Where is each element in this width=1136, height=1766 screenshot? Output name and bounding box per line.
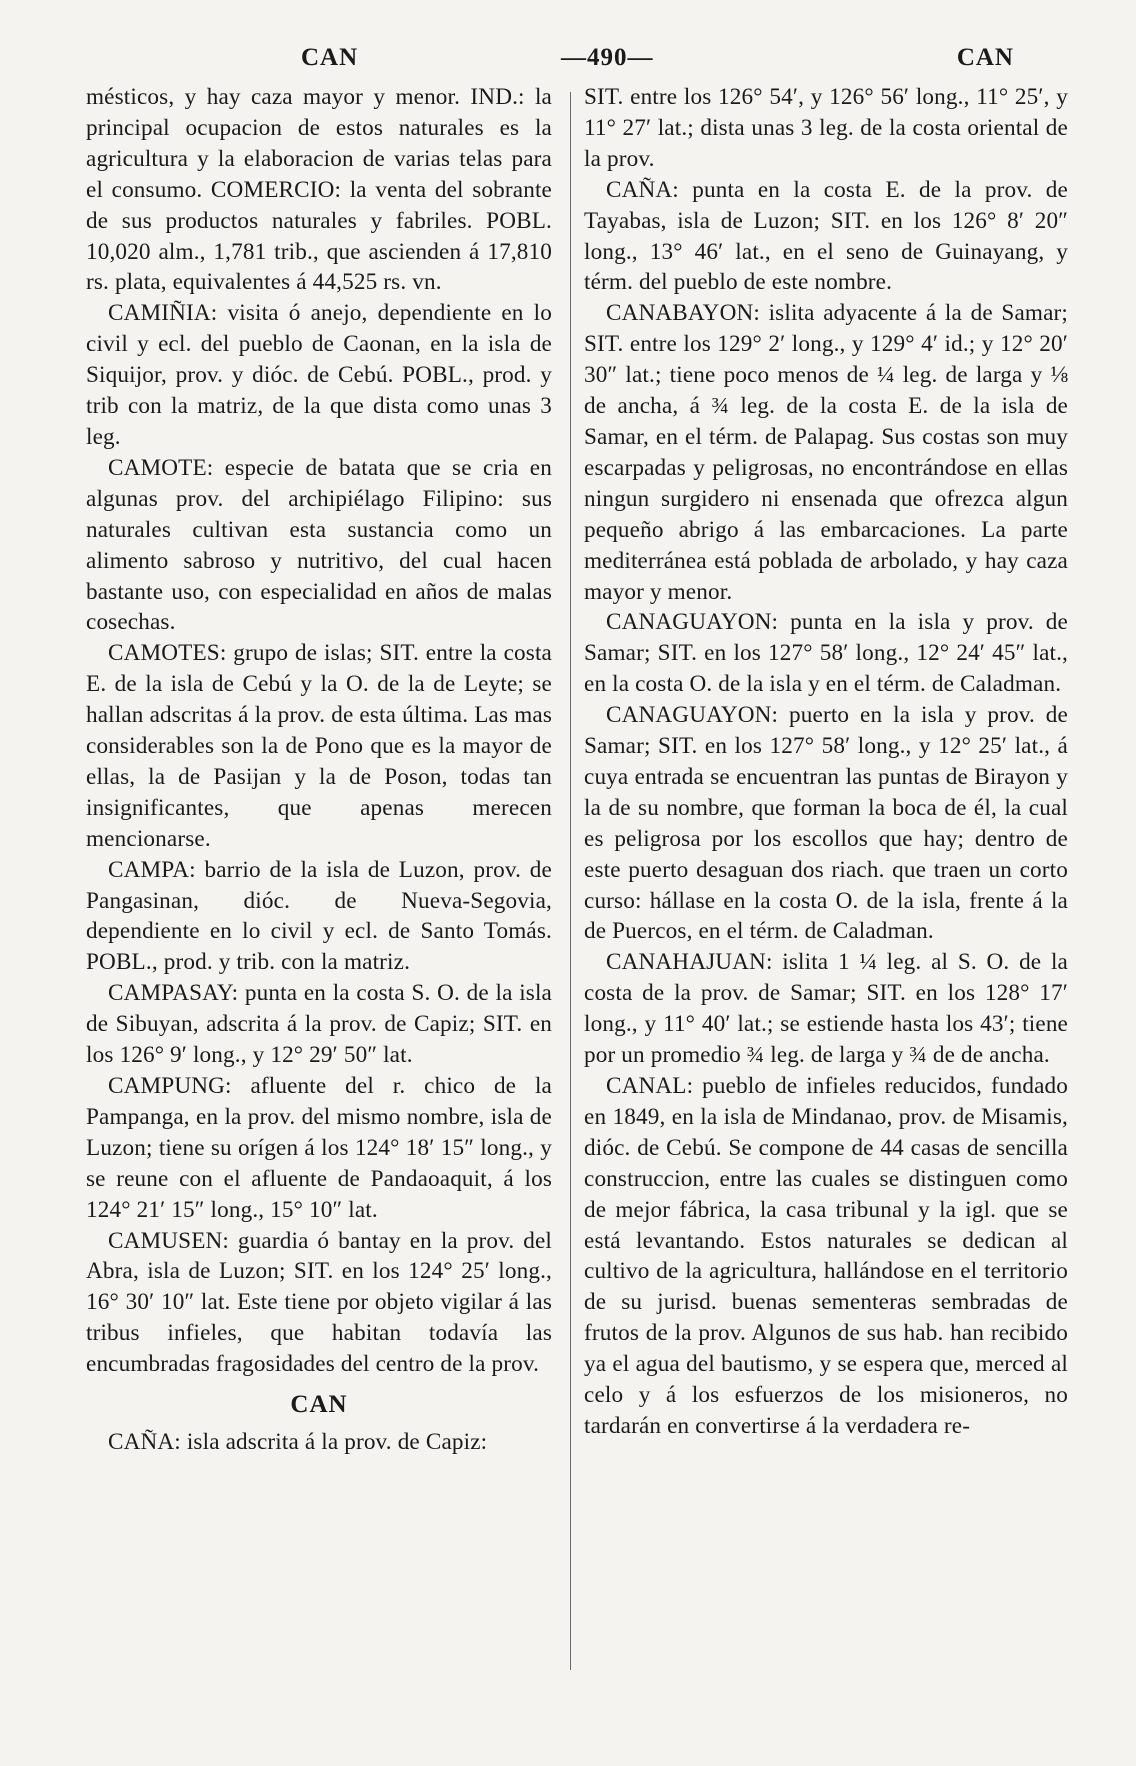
entry-campung: CAMPUNG: afluente del r. chico de la Pampanga, en la prov. del mismo nombre, isla de Luzon; tiene su orígen á los 124° 18′ 15″ long., y se reune con el afluente de Pandaoaquit, á los 124° 21′ 15″ long., 15° 10″ lat. (86, 1073, 552, 1223)
header-left-guide-word: CAN (301, 44, 359, 71)
entry-canahajuan: CANAHAJUAN: islita 1 ¼ leg. al S. O. de la costa de la prov. de Samar; SIT. en los 128° 17′ long., y 11° 40′ lat.; se estiende hasta los 43′; tiene por un promedio ¾ leg. de larga y ¾ de de ancha. (584, 949, 1068, 1069)
entry-continuation: mésticos, y hay caza mayor y menor. IND.: la principal ocupacion de estos naturales es la agricultura y la elaboracion de varias telas para el consumo. COMERCIO: la venta del sobrante de sus productos naturales y fabriles. POBL. 10,020 alm., 1,781 trib., que ascienden á 17,810 rs. plata, equivalentes á 44,525 rs. vn. (86, 84, 552, 296)
section-heading: CAN (290, 1391, 348, 1419)
entry-camote: CAMOTE: especie de batata que se cria en algunas prov. del archipiélago Filipino: sus naturales cultivan esta sustancia como un alimento sabroso y nutritivo, del cual hacen bastante uso, con especialidad en años de malas cosechas. (86, 454, 552, 636)
entry-canal: CANAL: pueblo de infieles reducidos, fundado en 1849, en la isla de Mindanao, prov. de Misamis, dióc. de Cebú. Se compone de 44 casas de sencilla construccion, entre las cuales se distinguen como de mejor fábrica, la casa tribunal y la igl. que se está levantando. Estos naturales se dedican al cultivo de la agricultura, hallándose en el territorio de su jurisd. buenas sementeras sembradas de frutos de la prov. Algunos de sus hab. han recibido ya el agua del bautismo, y se espera que, merced al celo y á los esfuerzos de los misioneros, no tardarán en convertirse á la verdadera re- (584, 1073, 1068, 1439)
right-column (584, 82, 1068, 1442)
entry-campa: CAMPA: barrio de la isla de Luzon, prov. de Pangasinan, dióc. de Nueva-Segovia, dependiente en lo civil y ecl. de Santo Tomás. POBL., prod. y trib. con la matriz. (86, 856, 552, 976)
entry-camotes: CAMOTES: grupo de islas; SIT. entre la costa E. de la isla de Cebú y la O. de la de Leyte; se hallan adscritas á la prov. de esta última. Las mas considerables son la de Pono que es la mayor de ellas, la de Pasijan y la de Poson, todas tan insignificantes, que apenas merecen mencionarse. (86, 640, 552, 852)
entry-caminia: CAMIÑIA: visita ó anejo, dependiente en lo civil y ecl. del pueblo de Caonan, en la isla de Siquijor, prov. y dióc. de Cebú. POBL., prod. y trib con la matriz, de la que dista como unas 3 leg. (86, 300, 552, 450)
entry-cana-isla: CAÑA: isla adscrita á la prov. de Capiz: (108, 1428, 488, 1455)
entry-camusen: CAMUSEN: guardia ó bantay en la prov. del Abra, isla de Luzon; SIT. en los 124° 25′ long., 16° 30′ 10″ lat. Este tiene por objeto vigilar á las tribus infieles, que habitan todavía las encumbradas fragosidades del centro de la prov. (86, 1227, 552, 1378)
running-header (86, 44, 1066, 80)
page-number: —490— (561, 44, 654, 71)
header-right-guide-word: CAN (956, 44, 1014, 71)
entry-canaguayon-punta: CANAGUAYON: punta en la isla y prov. de Samar; SIT. en los 127° 58′ long., 12° 24′ 45″ lat., en la costa O. de la isla y en el térm. de Caladman. (584, 609, 1068, 698)
entry-cana-punta: CAÑA: punta en la costa E. de la prov. de Tayabas, isla de Luzon; SIT. en los 126° 8′ 20″ long., 13° 46′ lat., en el seno de Guinayang, y térm. del pueblo de este nombre. (584, 176, 1068, 296)
entry-continuation: SIT. entre los 126° 54′, y 126° 56′ long., 11° 25′, y 11° 27′ lat.; dista unas 3 leg. de la costa oriental de la prov. (584, 84, 1068, 172)
left-column (86, 82, 552, 1458)
entry-canaguayon-puerto: CANAGUAYON: puerto en la isla y prov. de Samar; SIT. en los 127° 58′ long., y 12° 25′ lat., á cuya entrada se encuentran las puntas de Birayon y la de su nombre, que forman la boca de él, la cual es peligrosa por los escollos que hay; dentro de este puerto desaguan dos riach. que traen un corto curso: hállase en la costa O. de la isla, frente á la de Puercos, en el térm. de Caladman. (584, 702, 1068, 945)
entry-campasay: CAMPASAY: punta en la costa S. O. de la isla de Sibuyan, adscrita á la prov. de Capiz; SIT. en los 126° 9′ long., y 12° 29′ 50″ lat. (86, 980, 552, 1069)
column-divider (570, 92, 571, 1670)
entry-canabayon: CANABAYON: islita adyacente á la de Samar; SIT. entre los 129° 2′ long., y 129° 4′ id.; y 12° 20′ 30″ lat.; tiene poco menos de ¼ leg. de larga y ⅛ de ancha, á ¾ leg. de la costa E. de la isla de Samar, en el térm. de Palapag. Sus costas son muy escarpadas y peligrosas, no encontrándose en ellas ningun surgidero ni ensenada que ofrezca algun pequeño abrigo á las embarcaciones. La parte mediterránea está poblada de arbolado, y hay caza mayor y menor. (584, 300, 1068, 605)
